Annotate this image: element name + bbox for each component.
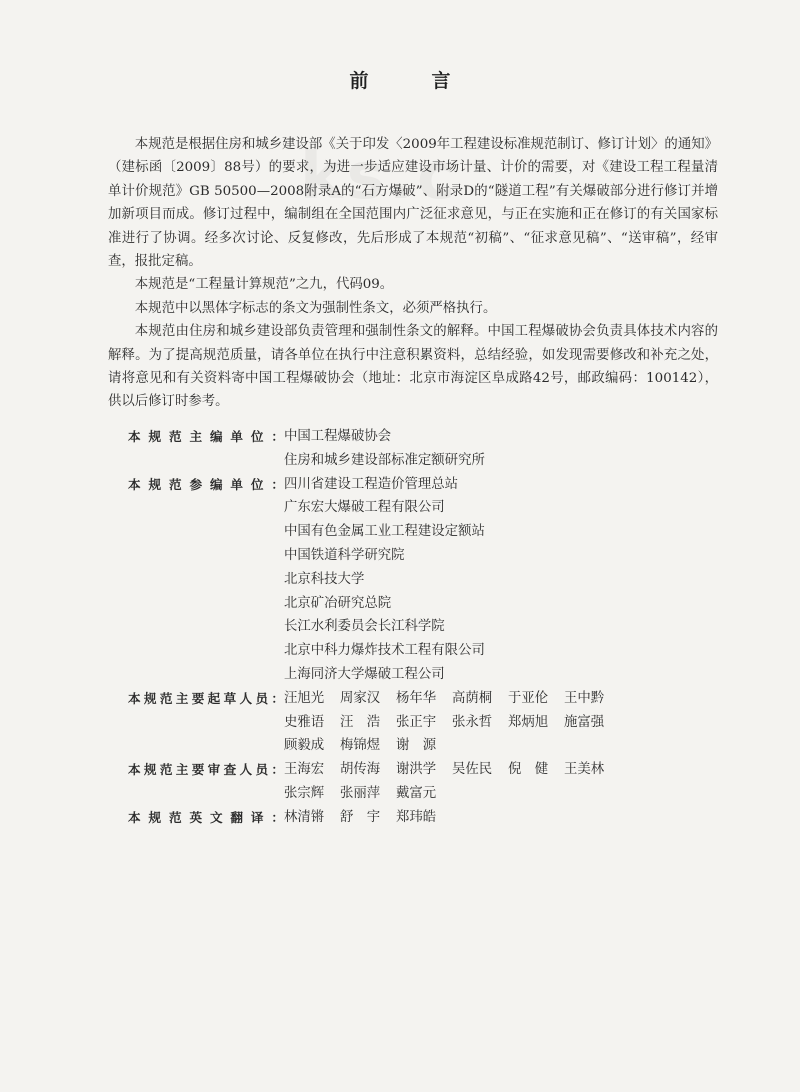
- participating-unit: 北京中科力爆炸技术工程有限公司: [284, 643, 485, 659]
- drafter-name: 谢 源: [396, 738, 437, 754]
- drafters-row: [128, 687, 728, 758]
- drafters-label: 本规范主要起草人员：: [128, 690, 284, 706]
- drafter-name: 梅锦煜: [340, 738, 381, 754]
- chief-unit: 住房和城乡建设部标准定额研究所: [284, 452, 485, 468]
- drafter-name: 杨年华: [396, 690, 437, 706]
- chief-unit: 中国工程爆破协会: [284, 429, 392, 444]
- drafter-name: 高荫桐: [452, 690, 493, 706]
- drafter-name: 于亚伦: [508, 690, 549, 706]
- drafters-list: [284, 687, 728, 758]
- drafter-name: 郑炳旭: [508, 714, 549, 730]
- translators-list: [284, 806, 728, 830]
- translator-name: 林清锵: [284, 809, 325, 825]
- page-title: 前 言: [349, 70, 473, 92]
- drafter-name: 张永哲: [452, 714, 493, 730]
- watermark: ks.c: [300, 140, 459, 214]
- participating-unit: 北京科技大学: [284, 571, 365, 587]
- participating-units-row: [128, 473, 728, 687]
- reviewers-label: 本规范主要审查人员：: [128, 762, 284, 778]
- participating-units-label: 本规范参编单位：: [128, 476, 284, 492]
- reviewer-name: 谢洪学: [396, 762, 437, 778]
- drafter-name: 张正宇: [396, 714, 437, 730]
- chief-units-label: 本规范主编单位：: [128, 429, 284, 444]
- chief-units-row: [128, 425, 728, 473]
- drafter-name: 史雅语: [284, 714, 325, 730]
- reviewers-row: [128, 758, 728, 806]
- drafter-name: 王中黔: [564, 690, 605, 706]
- preface-body: [108, 133, 718, 414]
- chief-units-list: [284, 425, 728, 473]
- translator-name: 郑玮皓: [396, 809, 437, 825]
- participating-unit: 北京矿冶研究总院: [284, 595, 392, 611]
- participating-unit: 广东宏大爆破工程有限公司: [284, 500, 445, 516]
- reviewer-name: 戴富元: [396, 785, 437, 801]
- drafter-name: 周家汉: [340, 690, 381, 706]
- reviewer-name: 王海宏: [284, 762, 325, 778]
- reviewer-name: 王美林: [564, 762, 605, 778]
- reviewer-name: 吴佐民: [452, 762, 493, 778]
- participating-unit: 中国铁道科学研究院: [284, 547, 405, 563]
- paragraph-3: 本规范中以黑体字标志的条文为强制性条文，必须严格执行。: [134, 300, 497, 316]
- translators-label: 本规范英文翻译：: [128, 809, 284, 825]
- participating-units-list: [284, 473, 728, 687]
- paragraph-1: 本规范是根据住房和城乡建设部《关于印发〈2009年工程建设标准规范制订、修订计划〉的通知》（建标函〔2009〕88号）的要求，为进一步适应建设市场计量、计价的需要，对《建设工程工程量清单计价规范》GB 50500—2008附录A的“石方爆破”、附录D的“隧道工程”有关爆破部分进行修订并增加新项目而成。修订过程中，编制组在全国范围内广泛征求意见，与正在实施和正在修订的有关国家标准进行了协调。经多次讨论、反复修改，先后形成了本规范“初稿”、“征求意见稿”、“送审稿”，经审查，报批定稿。: [108, 137, 718, 270]
- reviewer-name: 胡传海: [340, 762, 381, 778]
- reviewer-name: 张丽萍: [340, 785, 381, 801]
- drafter-name: 汪旭光: [284, 690, 325, 706]
- translator-name: 舒 宇: [340, 809, 381, 825]
- reviewers-list: [284, 758, 728, 806]
- drafter-name: 施富强: [564, 714, 605, 730]
- participating-unit: 中国有色金属工业工程建设定额站: [284, 524, 485, 540]
- participating-unit: 长江水利委员会长江科学院: [284, 619, 445, 635]
- drafter-name: 汪 浩: [340, 714, 381, 730]
- reviewer-name: 倪 健: [508, 762, 549, 778]
- translators-row: [128, 806, 728, 830]
- reviewer-name: 张宗辉: [284, 785, 325, 801]
- contributors-roster: [128, 425, 728, 830]
- participating-unit: 上海同济大学爆破工程公司: [284, 666, 445, 682]
- drafter-name: 顾毅成: [284, 738, 325, 754]
- paragraph-4: 本规范由住房和城乡建设部负责管理和强制性条文的解释。中国工程爆破协会负责具体技术内容的解释。为了提高规范质量，请各单位在执行中注意积累资料，总结经验，如发现需要修改和补充之处，请将意见和有关资料寄中国工程爆破协会（地址：北京市海淀区阜成路42号，邮政编码：100142），供以后修订时参考。: [108, 324, 718, 410]
- paragraph-2: 本规范是“工程量计算规范”之九，代码09。: [134, 277, 394, 293]
- participating-unit: 四川省建设工程造价管理总站: [284, 476, 459, 492]
